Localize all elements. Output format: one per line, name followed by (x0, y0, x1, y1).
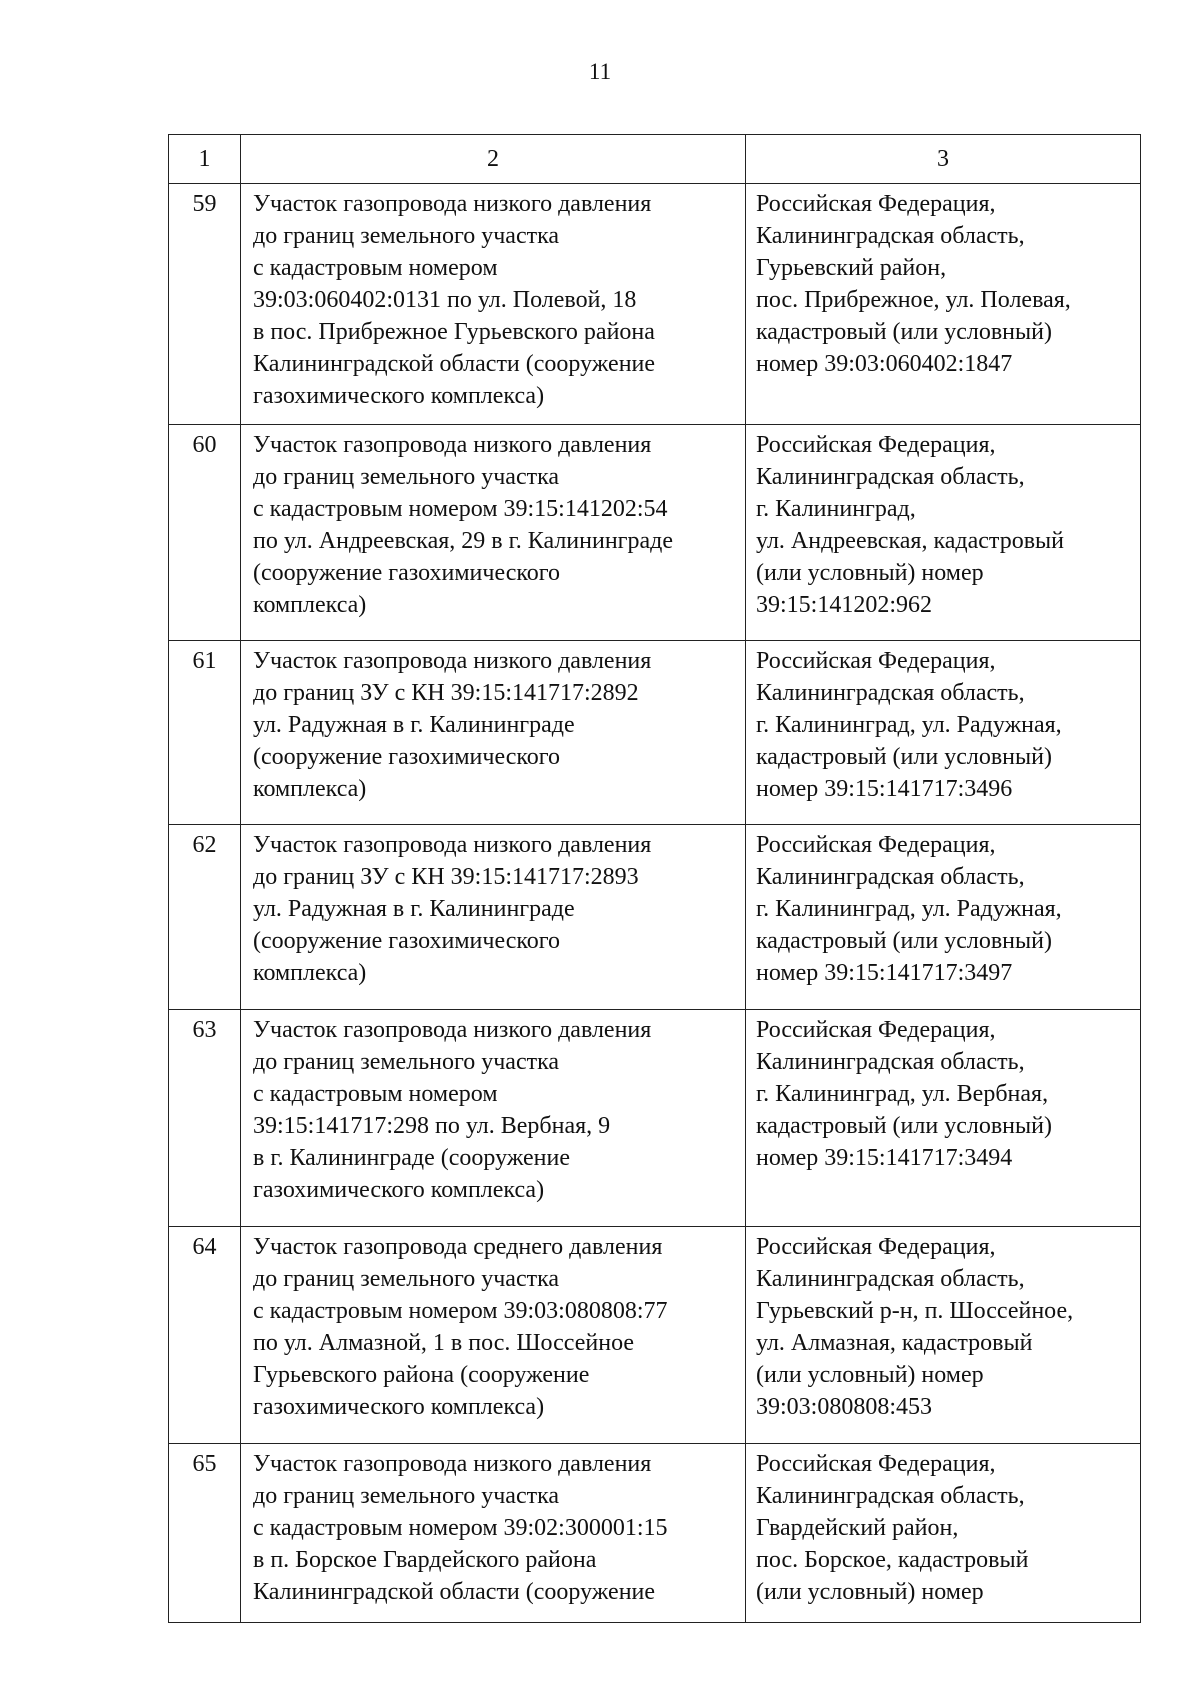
table-row (169, 184, 1141, 425)
row-number: 61 (169, 641, 241, 825)
table-row (169, 641, 1141, 825)
object-description: Участок газопровода низкого давления до границ земельного участка с кадастровым номером 39:03:060402:0131 по ул. Полевой, 18 в пос. Прибрежное Гурьевского района Калининградской области (сооружение газохимического комплекса) (241, 184, 746, 425)
object-location: Российская Федерация, Калининградская область, Гурьевский район, пос. Прибрежное, ул. Полевая, кадастровый (или условный) номер 39:03:060402:1847 (746, 184, 1141, 425)
object-location: Российская Федерация, Калининградская область, г. Калининград, ул. Радужная, кадастровый (или условный) номер 39:15:141717:3497 (746, 825, 1141, 1010)
page-number: 11 (588, 59, 612, 84)
row-number: 62 (169, 825, 241, 1010)
object-location: Российская Федерация, Калининградская область, г. Калининград, ул. Вербная, кадастровый (или условный) номер 39:15:141717:3494 (746, 1010, 1141, 1227)
column-header-1: 1 (169, 135, 241, 184)
table-row (169, 1227, 1141, 1444)
row-number: 63 (169, 1010, 241, 1227)
object-description: Участок газопровода низкого давления до границ земельного участка с кадастровым номером 39:15:141202:54 по ул. Андреевская, 29 в г. Калининграде (сооружение газохимического комплекса) (241, 425, 746, 641)
object-location: Российская Федерация, Калининградская область, г. Калининград, ул. Андреевская, кадастровый (или условный) номер 39:15:141202:962 (746, 425, 1141, 641)
table-row (169, 1010, 1141, 1227)
row-number: 64 (169, 1227, 241, 1444)
table-row (169, 825, 1141, 1010)
row-number: 60 (169, 425, 241, 641)
table-row (169, 425, 1141, 641)
object-location: Российская Федерация, Калининградская область, Гурьевский р-н, п. Шоссейное, ул. Алмазная, кадастровый (или условный) номер 39:03:080808:453 (746, 1227, 1141, 1444)
object-description: Участок газопровода низкого давления до границ ЗУ с КН 39:15:141717:2893 ул. Радужная в г. Калининграде (сооружение газохимического комплекса) (241, 825, 746, 1010)
object-description: Участок газопровода низкого давления до границ ЗУ с КН 39:15:141717:2892 ул. Радужная в г. Калининграде (сооружение газохимического комплекса) (241, 641, 746, 825)
document-table (168, 134, 1141, 1623)
object-description: Участок газопровода среднего давления до границ земельного участка с кадастровым номером 39:03:080808:77 по ул. Алмазной, 1 в пос. Шоссейное Гурьевского района (сооружение газохимического комплекса) (241, 1227, 746, 1444)
object-description: Участок газопровода низкого давления до границ земельного участка с кадастровым номером 39:02:300001:15 в п. Борское Гвардейского района Калининградской области (сооружение (241, 1444, 746, 1623)
object-description: Участок газопровода низкого давления до границ земельного участка с кадастровым номером 39:15:141717:298 по ул. Вербная, 9 в г. Калининграде (сооружение газохимического комплекса) (241, 1010, 746, 1227)
table-row (169, 1444, 1141, 1623)
column-header-3: 3 (746, 135, 1141, 184)
table-header-row (169, 135, 1141, 184)
column-header-2: 2 (241, 135, 746, 184)
object-location: Российская Федерация, Калининградская область, Гвардейский район, пос. Борское, кадастровый (или условный) номер (746, 1444, 1141, 1623)
row-number: 65 (169, 1444, 241, 1623)
object-location: Российская Федерация, Калининградская область, г. Калининград, ул. Радужная, кадастровый (или условный) номер 39:15:141717:3496 (746, 641, 1141, 825)
row-number: 59 (169, 184, 241, 425)
